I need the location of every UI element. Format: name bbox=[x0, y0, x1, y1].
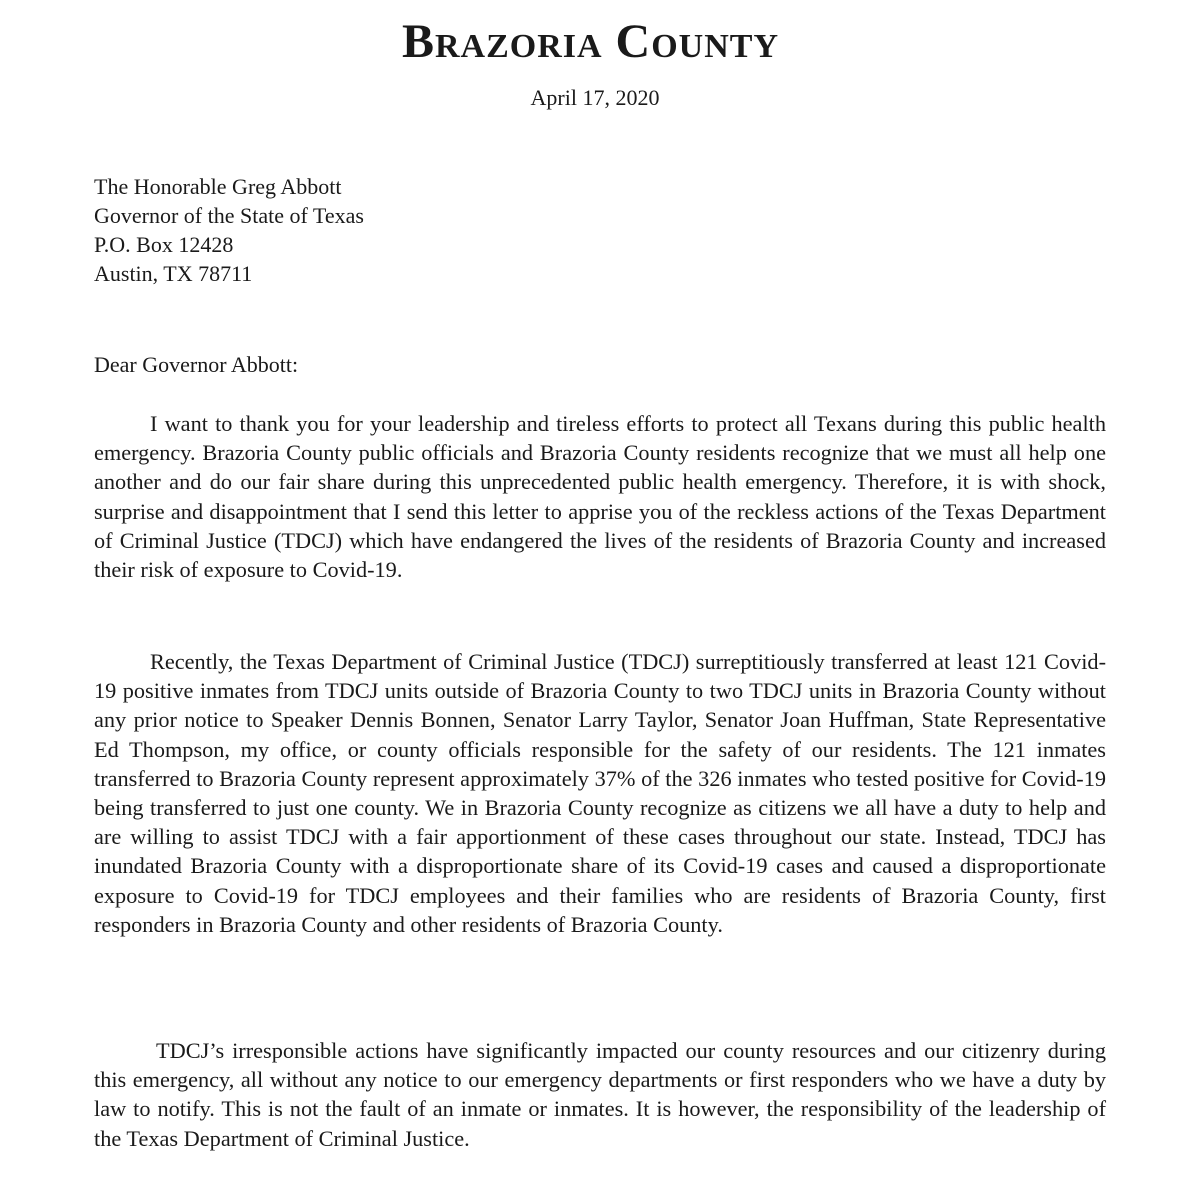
recipient-po-box: P.O. Box 12428 bbox=[94, 232, 234, 257]
letterhead-title: Brazoria County bbox=[401, 15, 780, 68]
letter-date: April 17, 2020 bbox=[530, 85, 660, 110]
paragraph-1: I want to thank you for your leadership and tireless efforts to protect all Texans during this public health emergency. Brazoria County public officials and Brazoria County residents recognize that we must all help one another and do our fair share during this unprecedented public health emergency. Therefore, it is with shock, surprise and disappointment that I send this letter to apprise you of the reckless actions of the Texas Department of Criminal Justice (TDCJ) which have endangered the lives of the residents of Brazoria County and increased their risk of exposure to Covid-19. bbox=[94, 411, 1106, 583]
salutation: Dear Governor Abbott: bbox=[94, 352, 299, 377]
recipient-city-zip: Austin, TX 78711 bbox=[94, 261, 253, 286]
paragraph-2: Recently, the Texas Department of Criminal Justice (TDCJ) surreptitiously transferred at least 121 Covid-19 positive inmates from TDCJ units outside of Brazoria County to two TDCJ units in Brazoria County without any prior notice to Speaker Dennis Bonnen, Senator Larry Taylor, Senator Joan Huffman, State Representative Ed Thompson, my office, or county officials responsible for the safety of our residents. The 121 inmates transferred to Brazoria County represent approximately 37% of the 326 inmates who tested positive for Covid-19 being transferred to just one county. We in Brazoria County recognize as citizens we all have a duty to help and are willing to assist TDCJ with a fair apportionment of these cases throughout our state. Instead, TDCJ has inundated Brazoria County with a disproportionate share of its Covid-19 cases and caused a disproportionate exposure to Covid-19 for TDCJ employees and their families who are residents of Brazoria County, first responders in Brazoria County and other residents of Brazoria County. bbox=[94, 649, 1106, 937]
recipient-address bbox=[94, 172, 364, 288]
recipient-title: Governor of the State of Texas bbox=[94, 203, 364, 228]
paragraph-3: TDCJ’s irresponsible actions have significantly impacted our county resources and our citizenry during this emergency, all without any notice to our emergency departments or first responders who we have a duty by law to notify. This is not the fault of an inmate or inmates. It is however, the responsibility of the leadership of the Texas Department of Criminal Justice. bbox=[94, 1038, 1106, 1151]
recipient-name: The Honorable Greg Abbott bbox=[94, 174, 342, 199]
